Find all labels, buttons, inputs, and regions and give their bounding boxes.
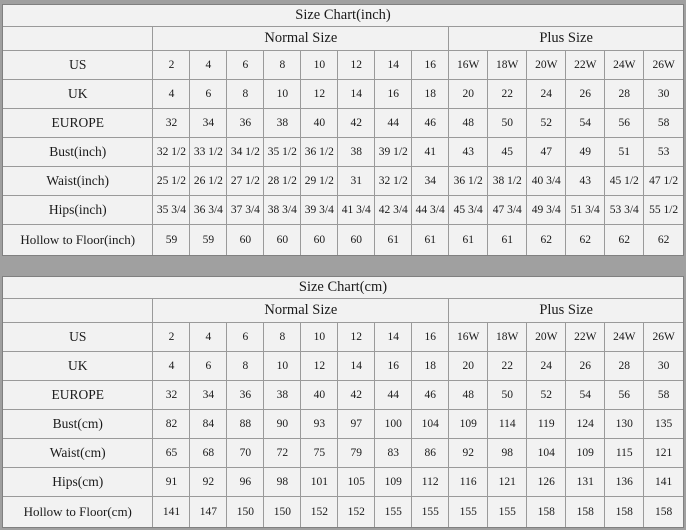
cell: 16 (375, 80, 412, 109)
cell: 22 (488, 80, 527, 109)
cell: 130 (605, 410, 644, 439)
cell: 26W (644, 323, 683, 352)
cell: 55 1/2 (644, 196, 683, 225)
table-row (3, 196, 683, 225)
cell: 38 1/2 (488, 167, 527, 196)
cell: 48 (449, 109, 488, 138)
cell: 61 (488, 225, 527, 256)
cell: 46 (412, 381, 449, 410)
cell: 37 3/4 (227, 196, 264, 225)
cell: 126 (527, 468, 566, 497)
cell: 20 (449, 80, 488, 109)
cell: 30 (644, 80, 683, 109)
cell: 114 (488, 410, 527, 439)
cell: 109 (375, 468, 412, 497)
cell: 41 (412, 138, 449, 167)
cell: 88 (227, 410, 264, 439)
row-label-bust: Bust(inch) (3, 138, 153, 167)
cell: 33 1/2 (190, 138, 227, 167)
cell: 32 1/2 (375, 167, 412, 196)
cell: 32 (153, 381, 190, 410)
cell: 40 (301, 109, 338, 138)
row-label-waist: Waist(inch) (3, 167, 153, 196)
cell: 52 (527, 381, 566, 410)
cell: 84 (190, 410, 227, 439)
cell: 82 (153, 410, 190, 439)
cell: 62 (527, 225, 566, 256)
cell: 60 (227, 225, 264, 256)
cell: 16W (449, 51, 488, 80)
cell: 2 (153, 323, 190, 352)
cell: 41 3/4 (338, 196, 375, 225)
cell: 36 1/2 (449, 167, 488, 196)
page-title-cm: Size Chart(cm) (3, 277, 683, 299)
cell: 51 (605, 138, 644, 167)
cell: 101 (301, 468, 338, 497)
cell: 61 (449, 225, 488, 256)
cell: 155 (449, 497, 488, 528)
cell: 28 (605, 80, 644, 109)
row-label-us: US (3, 323, 153, 352)
size-chart-cm-table (3, 277, 683, 527)
cell: 86 (412, 439, 449, 468)
cell: 49 (566, 138, 605, 167)
cell: 121 (644, 439, 683, 468)
cell: 28 (605, 352, 644, 381)
cell: 105 (338, 468, 375, 497)
cell: 18W (488, 51, 527, 80)
cell: 104 (412, 410, 449, 439)
cell: 119 (527, 410, 566, 439)
cell: 36 1/2 (301, 138, 338, 167)
cell: 35 3/4 (153, 196, 190, 225)
cell: 54 (566, 381, 605, 410)
cell: 152 (338, 497, 375, 528)
cell: 109 (566, 439, 605, 468)
cell: 155 (412, 497, 449, 528)
cell: 42 3/4 (375, 196, 412, 225)
cell: 109 (449, 410, 488, 439)
table-row (3, 225, 683, 256)
cell: 36 3/4 (190, 196, 227, 225)
cell: 92 (190, 468, 227, 497)
chart-group-row (3, 299, 683, 323)
cell: 45 (488, 138, 527, 167)
cell: 14 (375, 323, 412, 352)
cell: 60 (264, 225, 301, 256)
cell: 62 (605, 225, 644, 256)
table-row (3, 497, 683, 528)
cell: 42 (338, 381, 375, 410)
cell: 53 3/4 (605, 196, 644, 225)
cell: 10 (264, 352, 301, 381)
cell: 24W (605, 51, 644, 80)
row-label-europe: EUROPE (3, 109, 153, 138)
cell: 14 (375, 51, 412, 80)
cell: 12 (301, 352, 338, 381)
cell: 47 (527, 138, 566, 167)
cell: 44 (375, 109, 412, 138)
cell: 22W (566, 51, 605, 80)
cell: 6 (227, 323, 264, 352)
cell: 36 (227, 381, 264, 410)
chart-title-row (3, 5, 683, 27)
row-label-us: US (3, 51, 153, 80)
chart-group-row (3, 27, 683, 51)
cell: 32 (153, 109, 190, 138)
cell: 38 (264, 381, 301, 410)
row-label-uk: UK (3, 80, 153, 109)
cell: 8 (227, 80, 264, 109)
cell: 58 (644, 109, 683, 138)
cell: 56 (605, 381, 644, 410)
cell: 34 (412, 167, 449, 196)
chart-title-row (3, 277, 683, 299)
cell: 59 (190, 225, 227, 256)
cell: 39 1/2 (375, 138, 412, 167)
cell: 25 1/2 (153, 167, 190, 196)
cell: 34 (190, 109, 227, 138)
cell: 26W (644, 51, 683, 80)
cell: 42 (338, 109, 375, 138)
cell: 51 3/4 (566, 196, 605, 225)
cell: 16 (412, 51, 449, 80)
cell: 72 (264, 439, 301, 468)
cell: 14 (338, 352, 375, 381)
cell: 79 (338, 439, 375, 468)
table-row (3, 381, 683, 410)
cell: 26 (566, 352, 605, 381)
size-chart-inch (2, 4, 684, 256)
page-title: Size Chart(inch) (3, 5, 683, 27)
cell: 18 (412, 352, 449, 381)
row-label-bust: Bust(cm) (3, 410, 153, 439)
cell: 147 (190, 497, 227, 528)
cell: 35 1/2 (264, 138, 301, 167)
cell: 61 (412, 225, 449, 256)
cell: 16 (375, 352, 412, 381)
cell: 46 (412, 109, 449, 138)
cell: 10 (264, 80, 301, 109)
cell: 6 (227, 51, 264, 80)
cell: 18W (488, 323, 527, 352)
cell: 34 1/2 (227, 138, 264, 167)
group-header-normal: Normal Size (153, 299, 449, 323)
row-label-hips: Hips(cm) (3, 468, 153, 497)
group-row-corner (3, 299, 153, 323)
cell: 93 (301, 410, 338, 439)
cell: 16 (412, 323, 449, 352)
table-row (3, 410, 683, 439)
cell: 49 3/4 (527, 196, 566, 225)
cell: 141 (153, 497, 190, 528)
cell: 43 (449, 138, 488, 167)
cell: 56 (605, 109, 644, 138)
row-label-hips: Hips(inch) (3, 196, 153, 225)
table-row (3, 323, 683, 352)
cell: 97 (338, 410, 375, 439)
group-header-plus: Plus Size (449, 27, 683, 51)
cell: 14 (338, 80, 375, 109)
cell: 58 (644, 381, 683, 410)
cell: 135 (644, 410, 683, 439)
table-row (3, 138, 683, 167)
cell: 155 (375, 497, 412, 528)
cell: 50 (488, 381, 527, 410)
cell: 29 1/2 (301, 167, 338, 196)
row-label-uk: UK (3, 352, 153, 381)
cell: 18 (412, 80, 449, 109)
group-header-normal: Normal Size (153, 27, 449, 51)
cell: 26 (566, 80, 605, 109)
cell: 60 (338, 225, 375, 256)
cell: 44 (375, 381, 412, 410)
cell: 4 (190, 51, 227, 80)
group-header-plus: Plus Size (449, 299, 683, 323)
cell: 115 (605, 439, 644, 468)
cell: 47 1/2 (644, 167, 683, 196)
cell: 152 (301, 497, 338, 528)
cell: 12 (301, 80, 338, 109)
size-chart-cm (2, 276, 684, 528)
cell: 131 (566, 468, 605, 497)
cell: 22W (566, 323, 605, 352)
cell: 91 (153, 468, 190, 497)
cell: 30 (644, 352, 683, 381)
table-row (3, 439, 683, 468)
cell: 40 3/4 (527, 167, 566, 196)
cell: 90 (264, 410, 301, 439)
cell: 8 (264, 323, 301, 352)
cell: 158 (527, 497, 566, 528)
cell: 24W (605, 323, 644, 352)
size-chart-inch-table (3, 5, 683, 255)
cell: 24 (527, 352, 566, 381)
cell: 8 (264, 51, 301, 80)
cell: 28 1/2 (264, 167, 301, 196)
cell: 116 (449, 468, 488, 497)
cell: 22 (488, 352, 527, 381)
cell: 8 (227, 352, 264, 381)
cell: 38 (264, 109, 301, 138)
cell: 2 (153, 51, 190, 80)
row-label-europe: EUROPE (3, 381, 153, 410)
cell: 44 3/4 (412, 196, 449, 225)
table-row (3, 468, 683, 497)
cell: 62 (566, 225, 605, 256)
cell: 20 (449, 352, 488, 381)
cell: 75 (301, 439, 338, 468)
cell: 4 (190, 323, 227, 352)
cell: 65 (153, 439, 190, 468)
cell: 59 (153, 225, 190, 256)
row-label-waist: Waist(cm) (3, 439, 153, 468)
group-row-corner (3, 27, 153, 51)
cell: 70 (227, 439, 264, 468)
cell: 62 (644, 225, 683, 256)
cell: 150 (227, 497, 264, 528)
cell: 124 (566, 410, 605, 439)
cell: 10 (301, 323, 338, 352)
table-row (3, 109, 683, 138)
cell: 104 (527, 439, 566, 468)
cell: 34 (190, 381, 227, 410)
cell: 50 (488, 109, 527, 138)
cell: 27 1/2 (227, 167, 264, 196)
cell: 48 (449, 381, 488, 410)
cell: 53 (644, 138, 683, 167)
cell: 52 (527, 109, 566, 138)
cell: 31 (338, 167, 375, 196)
cell: 155 (488, 497, 527, 528)
cell: 47 3/4 (488, 196, 527, 225)
cell: 38 (338, 138, 375, 167)
cell: 158 (566, 497, 605, 528)
cell: 26 1/2 (190, 167, 227, 196)
cell: 60 (301, 225, 338, 256)
cell: 32 1/2 (153, 138, 190, 167)
cell: 38 3/4 (264, 196, 301, 225)
cell: 10 (301, 51, 338, 80)
cell: 61 (375, 225, 412, 256)
cell: 12 (338, 51, 375, 80)
cell: 20W (527, 51, 566, 80)
row-label-hollow-to-floor: Hollow to Floor(cm) (3, 497, 153, 528)
cell: 40 (301, 381, 338, 410)
cell: 121 (488, 468, 527, 497)
table-row (3, 167, 683, 196)
cell: 4 (153, 80, 190, 109)
cell: 98 (264, 468, 301, 497)
cell: 112 (412, 468, 449, 497)
cell: 16W (449, 323, 488, 352)
table-row (3, 80, 683, 109)
cell: 158 (605, 497, 644, 528)
cell: 150 (264, 497, 301, 528)
cell: 98 (488, 439, 527, 468)
cell: 45 3/4 (449, 196, 488, 225)
table-row (3, 352, 683, 381)
cell: 4 (153, 352, 190, 381)
cell: 20W (527, 323, 566, 352)
cell: 24 (527, 80, 566, 109)
cell: 45 1/2 (605, 167, 644, 196)
cell: 43 (566, 167, 605, 196)
cell: 92 (449, 439, 488, 468)
cell: 96 (227, 468, 264, 497)
cell: 54 (566, 109, 605, 138)
cell: 6 (190, 80, 227, 109)
cell: 100 (375, 410, 412, 439)
row-label-hollow-to-floor: Hollow to Floor(inch) (3, 225, 153, 256)
cell: 68 (190, 439, 227, 468)
cell: 83 (375, 439, 412, 468)
cell: 6 (190, 352, 227, 381)
cell: 136 (605, 468, 644, 497)
cell: 12 (338, 323, 375, 352)
table-row (3, 51, 683, 80)
cell: 39 3/4 (301, 196, 338, 225)
cell: 36 (227, 109, 264, 138)
cell: 158 (644, 497, 683, 528)
cell: 141 (644, 468, 683, 497)
